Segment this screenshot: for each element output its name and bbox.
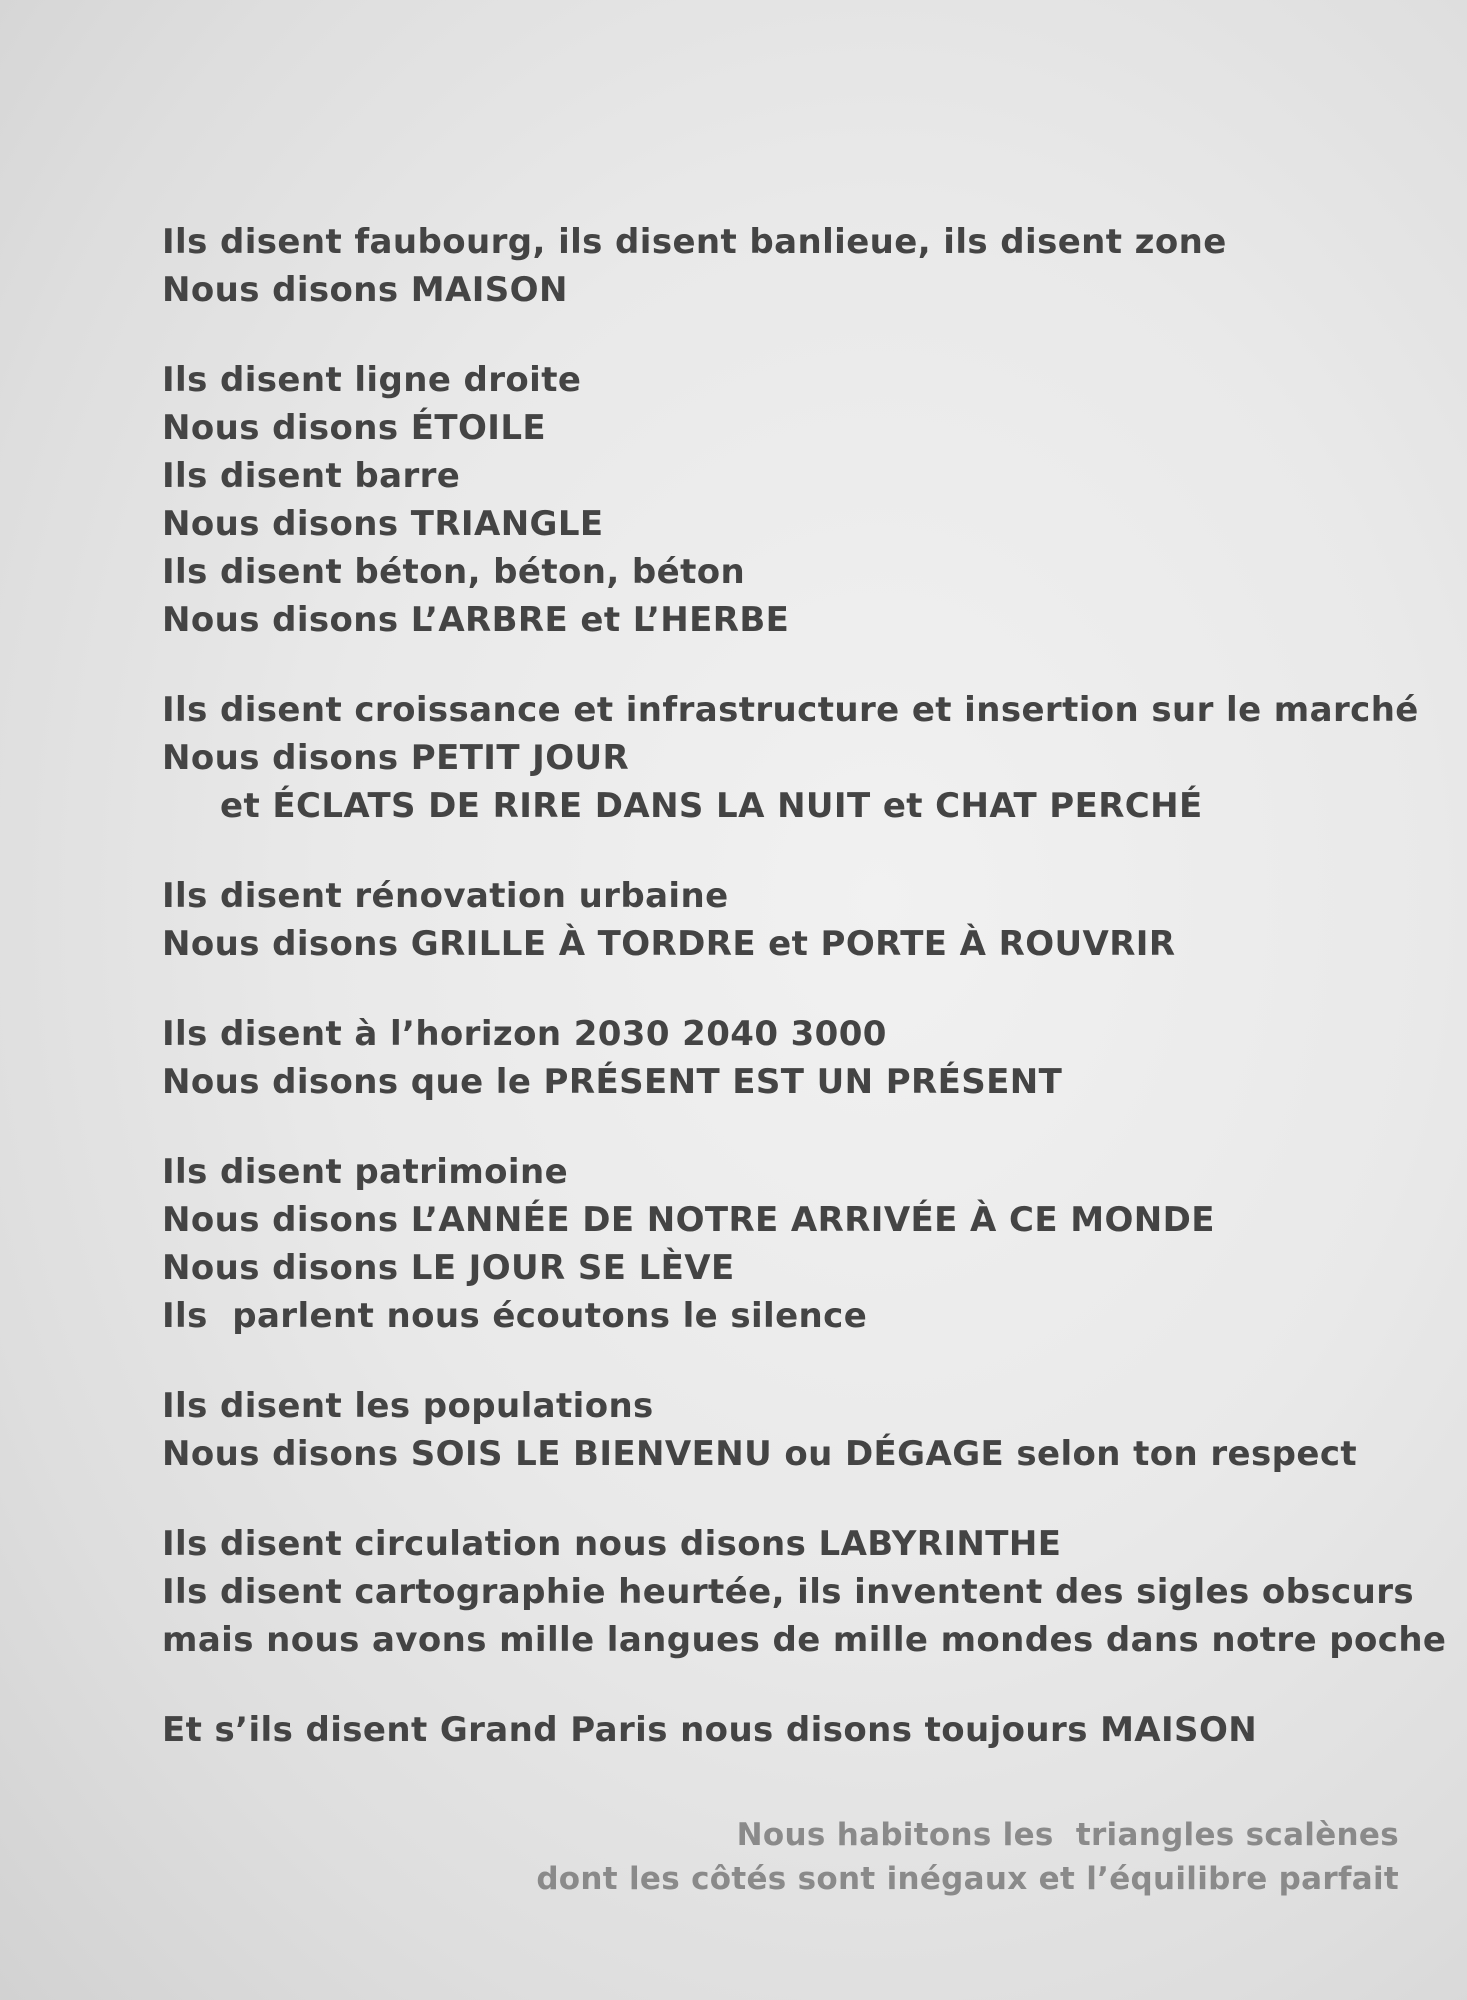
poem-line: Nous disons SOIS LE BIENVENU ou DÉGAGE selon ton respect	[162, 1434, 1358, 1474]
poem-line: Ils disent patrimoine	[162, 1152, 569, 1192]
stanza	[162, 218, 1412, 314]
poem-line: Nous disons ÉTOILE	[162, 408, 547, 448]
stanza	[162, 1148, 1412, 1340]
poem-line-indented: et ÉCLATS DE RIRE DANS LA NUIT et CHAT PERCHÉ	[220, 786, 1203, 826]
poem-line: Nous disons MAISON	[162, 270, 568, 310]
poem-line: Nous disons que le PRÉSENT EST UN PRÉSENT	[162, 1062, 1063, 1102]
poem-line: Ils disent ligne droite	[162, 360, 582, 400]
poem-line: Ils disent les populations	[162, 1386, 654, 1426]
stanza	[162, 1010, 1412, 1106]
poem-line: Ils disent cartographie heurtée, ils inventent des sigles obscurs	[162, 1572, 1415, 1612]
poem-line: Ils disent béton, béton, béton	[162, 552, 746, 592]
poem-line: Nous disons PETIT JOUR	[162, 738, 630, 778]
poem-closing-line: Et s’ils disent Grand Paris nous disons toujours MAISON	[162, 1710, 1258, 1750]
stanza	[162, 1706, 1412, 1754]
poem-line: Nous disons L’ANNÉE DE NOTRE ARRIVÉE À CE MONDE	[162, 1200, 1215, 1240]
poem-line: Ils disent rénovation urbaine	[162, 876, 729, 916]
poem-line: Nous disons GRILLE À TORDRE et PORTE À ROUVRIR	[162, 924, 1176, 964]
poem-line: Nous disons L’ARBRE et L’HERBE	[162, 600, 790, 640]
stanza	[162, 1382, 1412, 1478]
poem-line: Ils disent barre	[162, 456, 461, 496]
poem-line: Ils disent croissance et infrastructure et insertion sur le marché	[162, 690, 1419, 730]
stanza	[162, 356, 1412, 644]
stanza	[162, 686, 1419, 830]
poem	[162, 218, 1447, 1796]
poem-line: Ils parlent nous écoutons le silence	[162, 1296, 868, 1336]
poem-line: Ils disent circulation nous disons LABYRINTHE	[162, 1524, 1062, 1564]
poem-line: mais nous avons mille langues de mille mondes dans notre poche	[162, 1620, 1447, 1660]
poem-line: Nous disons TRIANGLE	[162, 504, 604, 544]
poem-line: Ils disent faubourg, ils disent banlieue, ils disent zone	[162, 222, 1227, 262]
coda-line: Nous habitons les triangles scalènes	[736, 1817, 1399, 1853]
coda	[536, 1813, 1399, 1901]
coda-line: dont les côtés sont inégaux et l’équilibre parfait	[536, 1861, 1399, 1897]
poem-line: Nous disons LE JOUR SE LÈVE	[162, 1248, 735, 1288]
stanza	[162, 1520, 1447, 1664]
stanza	[162, 872, 1412, 968]
poem-line: Ils disent à l’horizon 2030 2040 3000	[162, 1014, 887, 1054]
